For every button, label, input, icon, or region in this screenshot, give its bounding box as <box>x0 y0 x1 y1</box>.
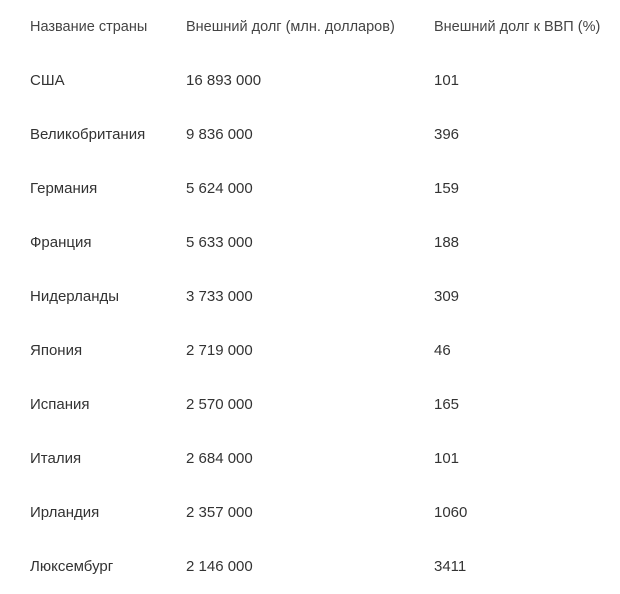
ratio-cell: 1060 <box>434 504 468 521</box>
country-cell: Люксембург <box>30 558 114 575</box>
debt-cell: 2 570 000 <box>186 396 253 413</box>
debt-cell: 3 733 000 <box>186 288 253 305</box>
table-row <box>0 486 620 540</box>
country-cell: Франция <box>30 234 92 251</box>
ratio-cell: 101 <box>434 72 460 89</box>
table-row <box>0 324 620 378</box>
debt-cell: 2 684 000 <box>186 450 253 467</box>
country-cell: США <box>30 72 65 89</box>
country-cell: Нидерланды <box>30 288 120 305</box>
country-cell: Германия <box>30 180 98 197</box>
country-cell: Великобритания <box>30 126 146 143</box>
debt-cell: 2 719 000 <box>186 342 253 359</box>
ratio-cell: 3411 <box>434 558 467 575</box>
table-row <box>0 216 620 270</box>
ratio-cell: 159 <box>434 180 460 197</box>
table-row <box>0 108 620 162</box>
table-row <box>0 378 620 432</box>
debt-cell: 16 893 000 <box>186 72 262 89</box>
header-country: Название страны <box>30 19 148 35</box>
debt-cell: 5 633 000 <box>186 234 253 251</box>
country-cell: Япония <box>30 342 83 359</box>
ratio-cell: 46 <box>434 342 451 359</box>
country-cell: Италия <box>30 450 82 467</box>
debt-cell: 9 836 000 <box>186 126 253 143</box>
table-row <box>0 270 620 324</box>
ratio-cell: 309 <box>434 288 460 305</box>
country-cell: Испания <box>30 396 90 413</box>
table-row <box>0 162 620 216</box>
table-row <box>0 54 620 108</box>
debt-cell: 2 146 000 <box>186 558 253 575</box>
table-row <box>0 432 620 486</box>
country-cell: Ирландия <box>30 504 100 521</box>
debt-cell: 5 624 000 <box>186 180 253 197</box>
ratio-cell: 188 <box>434 234 460 251</box>
ratio-cell: 396 <box>434 126 460 143</box>
debt-cell: 2 357 000 <box>186 504 253 521</box>
table-header-row <box>0 0 620 54</box>
header-ratio: Внешний долг к ВВП (%) <box>434 19 601 35</box>
table-row <box>0 540 620 594</box>
ratio-cell: 101 <box>434 450 460 467</box>
header-debt: Внешний долг (млн. долларов) <box>186 19 395 35</box>
ratio-cell: 165 <box>434 396 460 413</box>
